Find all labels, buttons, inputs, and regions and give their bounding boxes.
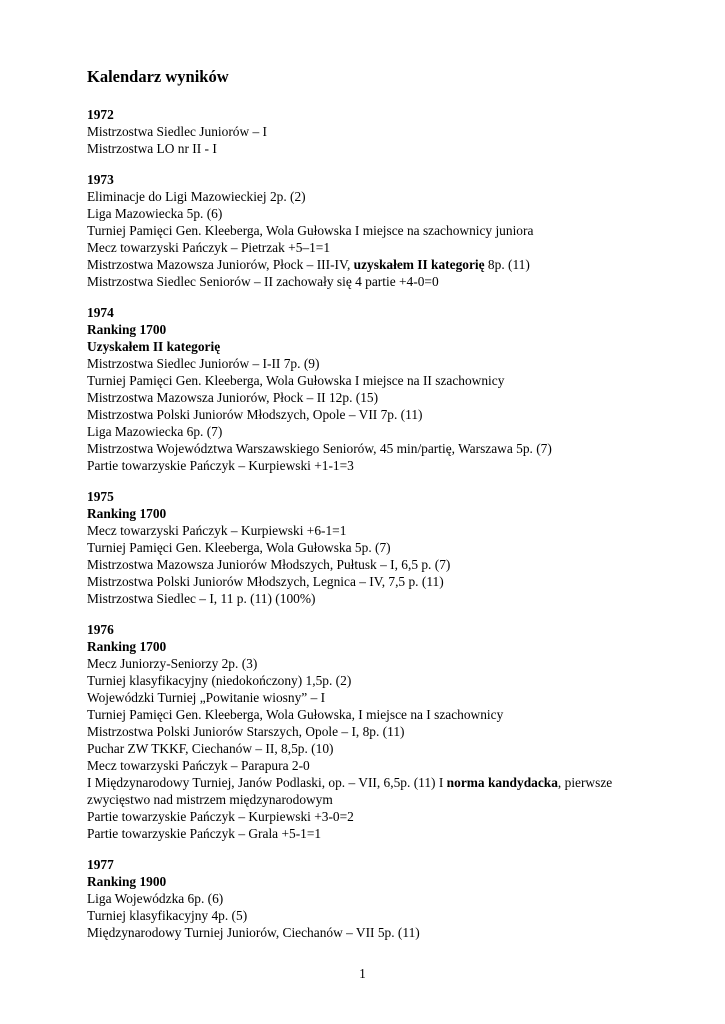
document-page <box>87 66 677 955</box>
result-line <box>87 406 677 423</box>
result-line <box>87 638 677 655</box>
result-line <box>87 355 677 372</box>
result-line <box>87 689 677 706</box>
text-segment: Mecz towarzyski Pańczyk – Pietrzak +5–1=1 <box>87 240 331 255</box>
result-line <box>87 808 677 825</box>
text-segment: Mecz Juniorzy-Seniorzy 2p. (3) <box>87 656 258 671</box>
result-line <box>87 188 677 205</box>
year-section-1972 <box>87 106 677 157</box>
result-line <box>87 522 677 539</box>
year-heading: 1975 <box>87 489 114 504</box>
result-line <box>87 505 677 522</box>
bold-text: Ranking 1700 <box>87 506 167 521</box>
result-line <box>87 556 677 573</box>
bold-text: Uzyskałem II kategorię <box>87 339 221 354</box>
result-line <box>87 222 677 239</box>
result-line <box>87 539 677 556</box>
text-segment: Mistrzostwa Siedlec Seniorów – II zachowały się 4 partie +4-0=0 <box>87 274 439 289</box>
results-sections <box>87 106 677 941</box>
result-line <box>87 273 677 290</box>
text-segment: , pierwsze <box>557 775 613 790</box>
bold-text: norma kandydacka <box>446 775 558 790</box>
text-segment: Turniej Pamięci Gen. Kleeberga, Wola Gułowska, I miejsce na I szachownicy <box>87 707 504 722</box>
text-segment: Liga Mazowiecka 5p. (6) <box>87 206 223 221</box>
result-line <box>87 573 677 590</box>
result-line <box>87 706 677 723</box>
result-line <box>87 205 677 222</box>
text-segment: Mistrzostwa Polski Juniorów Młodszych, Legnica – IV, 7,5 p. (11) <box>87 574 444 589</box>
text-segment: Puchar ZW TKKF, Ciechanów – II, 8,5p. (10) <box>87 741 334 756</box>
result-line <box>87 907 677 924</box>
text-segment: Mistrzostwa Mazowsza Juniorów, Płock – II 12p. (15) <box>87 390 379 405</box>
result-line <box>87 740 677 757</box>
bold-text: Ranking 1700 <box>87 322 167 337</box>
text-segment: Mistrzostwa LO nr II - I <box>87 141 217 156</box>
result-line <box>87 457 677 474</box>
result-line <box>87 321 677 338</box>
text-segment: Mecz towarzyski Pańczyk – Kurpiewski +6-1=1 <box>87 523 347 538</box>
text-segment: Turniej Pamięci Gen. Kleeberga, Wola Gułowska 5p. (7) <box>87 540 391 555</box>
text-segment: Turniej Pamięci Gen. Kleeberga, Wola Gułowska I miejsce na szachownicy juniora <box>87 223 534 238</box>
text-segment: Mistrzostwa Siedlec Juniorów – I <box>87 124 268 139</box>
result-line <box>87 757 677 774</box>
result-line <box>87 140 677 157</box>
text-segment: Mistrzostwa Województwa Warszawskiego Seniorów, 45 min/partię, Warszawa 5p. (7) <box>87 441 552 456</box>
text-segment: Mistrzostwa Siedlec Juniorów – I-II 7p. (9) <box>87 356 320 371</box>
result-line <box>87 825 677 842</box>
result-line <box>87 873 677 890</box>
result-line <box>87 256 677 273</box>
year-section-1977 <box>87 856 677 941</box>
text-segment: Turniej Pamięci Gen. Kleeberga, Wola Gułowska I miejsce na II szachownicy <box>87 373 505 388</box>
text-segment: Międzynarodowy Turniej Juniorów, Ciechanów – VII 5p. (11) <box>87 925 420 940</box>
text-segment: Mistrzostwa Siedlec – I, 11 p. (11) (100%) <box>87 591 316 606</box>
year-section-1974 <box>87 304 677 474</box>
text-segment: Partie towarzyskie Pańczyk – Kurpiewski +1-1=3 <box>87 458 354 473</box>
text-segment: Turniej klasyfikacyjny (niedokończony) 1,5p. (2) <box>87 673 352 688</box>
result-line <box>87 389 677 406</box>
text-segment: Liga Wojewódzka 6p. (6) <box>87 891 224 906</box>
text-segment: Partie towarzyskie Pańczyk – Kurpiewski +3-0=2 <box>87 809 354 824</box>
text-segment: 8p. (11) <box>484 257 530 272</box>
result-line <box>87 239 677 256</box>
result-line <box>87 338 677 355</box>
page-number: 1 <box>359 966 366 981</box>
bold-text: uzyskałem II kategorię <box>353 257 485 272</box>
document-title: Kalendarz wyników <box>87 67 229 86</box>
result-line <box>87 655 677 672</box>
bold-text: Ranking 1700 <box>87 639 167 654</box>
result-line <box>87 423 677 440</box>
text-segment: Eliminacje do Ligi Mazowieckiej 2p. (2) <box>87 189 306 204</box>
text-segment: Liga Mazowiecka 6p. (7) <box>87 424 223 439</box>
result-line <box>87 123 677 140</box>
text-segment: Partie towarzyskie Pańczyk – Grala +5-1=1 <box>87 826 322 841</box>
year-heading: 1977 <box>87 857 114 872</box>
result-line <box>87 590 677 607</box>
year-heading: 1972 <box>87 107 114 122</box>
text-segment: Wojewódzki Turniej „Powitanie wiosny” – I <box>87 690 326 705</box>
text-segment: Mistrzostwa Mazowsza Juniorów, Płock – III-IV, <box>87 257 354 272</box>
bold-text: Ranking 1900 <box>87 874 167 889</box>
result-line <box>87 791 677 808</box>
text-segment: Mecz towarzyski Pańczyk – Parapura 2-0 <box>87 758 310 773</box>
result-line <box>87 774 677 791</box>
result-line <box>87 672 677 689</box>
year-heading: 1973 <box>87 172 114 187</box>
year-heading: 1974 <box>87 305 114 320</box>
result-line <box>87 924 677 941</box>
text-segment: zwycięstwo nad mistrzem międzynarodowym <box>87 792 333 807</box>
text-segment: I Międzynarodowy Turniej, Janów Podlaski, op. – VII, 6,5p. (11) I <box>87 775 447 790</box>
result-line <box>87 723 677 740</box>
text-segment: Mistrzostwa Polski Juniorów Starszych, Opole – I, 8p. (11) <box>87 724 405 739</box>
result-line <box>87 440 677 457</box>
text-segment: Mistrzostwa Mazowsza Juniorów Młodszych, Pułtusk – I, 6,5 p. (7) <box>87 557 451 572</box>
result-line <box>87 372 677 389</box>
year-section-1975 <box>87 488 677 607</box>
year-section-1973 <box>87 171 677 290</box>
result-line <box>87 890 677 907</box>
year-section-1976 <box>87 621 677 842</box>
text-segment: Turniej klasyfikacyjny 4p. (5) <box>87 908 248 923</box>
year-heading: 1976 <box>87 622 114 637</box>
text-segment: Mistrzostwa Polski Juniorów Młodszych, Opole – VII 7p. (11) <box>87 407 423 422</box>
